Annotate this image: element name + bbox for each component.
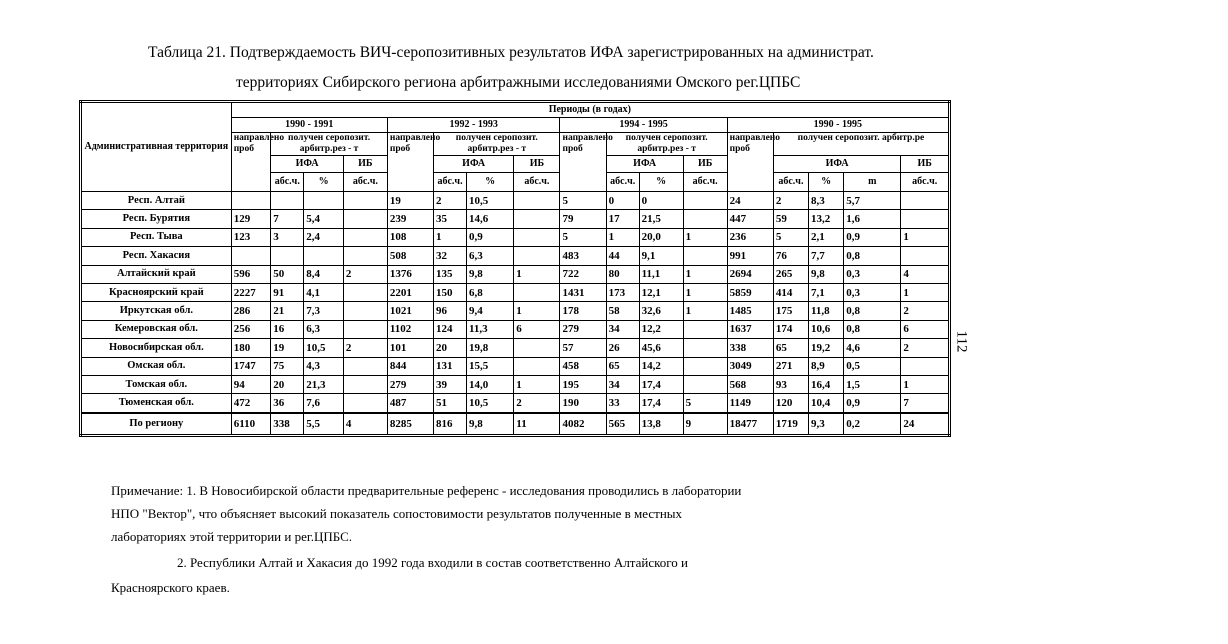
table-cell: 0,9 (467, 228, 514, 246)
table-cell: 75 (271, 357, 304, 375)
table-cell: 13,8 (639, 413, 683, 436)
table-row (81, 413, 950, 436)
table-cell: 6,8 (467, 283, 514, 301)
header-sent: направлено проб (387, 133, 433, 192)
table-cell: 94 (231, 375, 271, 393)
table-cell (343, 302, 387, 320)
header-pct: % (809, 173, 844, 192)
table-cell: 3049 (727, 357, 773, 375)
table-cell: 844 (387, 357, 433, 375)
table-cell: 24 (901, 413, 950, 436)
table-cell (514, 192, 560, 210)
table-cell: 596 (231, 265, 271, 283)
table-cell: 2 (343, 339, 387, 357)
table-cell: 26 (606, 339, 639, 357)
table-cell: 1 (683, 265, 727, 283)
table-cell: 1 (901, 375, 950, 393)
table-cell: 9,3 (809, 413, 844, 436)
table-row (81, 228, 950, 246)
table-cell: 3 (271, 228, 304, 246)
table-cell: 1021 (387, 302, 433, 320)
table-cell: 2 (773, 192, 808, 210)
table-cell: 9,8 (467, 265, 514, 283)
table-cell: 1 (434, 228, 467, 246)
table-cell: 0,3 (844, 283, 901, 301)
table-cell: 7,3 (304, 302, 344, 320)
row-territory: Респ. Алтай (81, 192, 232, 210)
table-cell: 722 (560, 265, 606, 283)
table-cell: 1 (901, 228, 950, 246)
header-ib: ИБ (683, 156, 727, 173)
table-cell: 9,1 (639, 247, 683, 265)
row-territory: Респ. Тыва (81, 228, 232, 246)
table-cell: 7 (271, 210, 304, 228)
row-territory: Томская обл. (81, 375, 232, 393)
table-cell (271, 192, 304, 210)
table-row (81, 192, 950, 210)
table-cell: 120 (773, 394, 808, 413)
table-cell: 1376 (387, 265, 433, 283)
table-cell: 9,8 (809, 265, 844, 283)
note-line-1: Примечание: 1. В Новосибирской области предварительные референс - исследования проводились в лаборатории (111, 483, 742, 498)
table-cell: 14,2 (639, 357, 683, 375)
table-cell: 129 (231, 210, 271, 228)
header-ifa: ИФА (606, 156, 683, 173)
table-cell: 10,4 (809, 394, 844, 413)
table-cell: 101 (387, 339, 433, 357)
table-cell: 1431 (560, 283, 606, 301)
table-cell: 568 (727, 375, 773, 393)
table-cell: 1 (606, 228, 639, 246)
header-abs: абс.ч. (606, 173, 639, 192)
table-cell: 11,1 (639, 265, 683, 283)
header-period-1: 1990 - 1991 (231, 118, 387, 133)
table-cell: 65 (773, 339, 808, 357)
header-m: m (844, 173, 901, 192)
table-cell: 5 (683, 394, 727, 413)
table-cell: 150 (434, 283, 467, 301)
table-cell: 9,4 (467, 302, 514, 320)
table-cell: 5 (773, 228, 808, 246)
table-cell: 0,2 (844, 413, 901, 436)
table-row (81, 302, 950, 320)
table-cell: 1 (514, 265, 560, 283)
table-cell: 6,3 (467, 247, 514, 265)
table-cell (343, 394, 387, 413)
page-number: 112 (953, 330, 970, 353)
table-row (81, 339, 950, 357)
table-cell: 20 (434, 339, 467, 357)
table-cell: 19,8 (467, 339, 514, 357)
header-sent: направлено проб (560, 133, 606, 192)
table-cell: 10,5 (467, 394, 514, 413)
table-cell: 39 (434, 375, 467, 393)
table-cell: 11,3 (467, 320, 514, 338)
table-cell: 4,1 (304, 283, 344, 301)
table-cell: 1 (683, 283, 727, 301)
table-cell: 76 (773, 247, 808, 265)
row-territory: Омская обл. (81, 357, 232, 375)
table-cell: 108 (387, 228, 433, 246)
header-period-4: 1990 - 1995 (727, 118, 949, 133)
table-cell: 7,7 (809, 247, 844, 265)
table-cell (683, 320, 727, 338)
row-territory: Респ. Бурятия (81, 210, 232, 228)
table-cell: 472 (231, 394, 271, 413)
table-cell: 5859 (727, 283, 773, 301)
table-cell: 4 (343, 413, 387, 436)
table-cell (231, 192, 271, 210)
table-cell: 8,4 (304, 265, 344, 283)
table-cell: 1747 (231, 357, 271, 375)
table-cell: 123 (231, 228, 271, 246)
table-cell: 2 (901, 339, 950, 357)
table-cell: 9,8 (467, 413, 514, 436)
header-received: получен серопозит. арбитр.рез - т (271, 133, 388, 156)
table-cell: 2 (901, 302, 950, 320)
table-cell: 483 (560, 247, 606, 265)
table-cell: 5 (560, 228, 606, 246)
table-cell: 44 (606, 247, 639, 265)
table-cell: 91 (271, 283, 304, 301)
header-abs: абс.ч. (901, 173, 950, 192)
table-cell: 2 (514, 394, 560, 413)
table-row (81, 394, 950, 413)
table-cell: 57 (560, 339, 606, 357)
table-cell: 0,9 (844, 228, 901, 246)
table-cell (514, 283, 560, 301)
table-cell: 414 (773, 283, 808, 301)
table-cell: 0,8 (844, 247, 901, 265)
table-cell: 5,7 (844, 192, 901, 210)
table-cell (343, 228, 387, 246)
table-cell: 19 (387, 192, 433, 210)
table-cell: 13,2 (809, 210, 844, 228)
table-cell: 17 (606, 210, 639, 228)
table-cell: 93 (773, 375, 808, 393)
table-cell: 15,5 (467, 357, 514, 375)
row-territory: По региону (81, 413, 232, 436)
header-pct: % (304, 173, 344, 192)
table-cell: 131 (434, 357, 467, 375)
header-periods: Периоды (в годах) (231, 102, 949, 118)
table-cell (514, 357, 560, 375)
table-cell: 6110 (231, 413, 271, 436)
table-cell: 1 (514, 375, 560, 393)
row-territory: Иркутская обл. (81, 302, 232, 320)
table-cell: 51 (434, 394, 467, 413)
table-cell: 174 (773, 320, 808, 338)
table-row (81, 283, 950, 301)
table-cell (343, 357, 387, 375)
table-cell: 1,6 (844, 210, 901, 228)
table-cell: 17,4 (639, 375, 683, 393)
header-sent: направлено проб (727, 133, 773, 192)
table-cell: 14,6 (467, 210, 514, 228)
table-cell: 286 (231, 302, 271, 320)
table-cell: 6,3 (304, 320, 344, 338)
table-cell: 239 (387, 210, 433, 228)
table-cell: 175 (773, 302, 808, 320)
table-cell: 4,3 (304, 357, 344, 375)
table-cell (901, 210, 950, 228)
header-abs: абс.ч. (683, 173, 727, 192)
table-cell: 20 (271, 375, 304, 393)
note-line-4: 2. Республики Алтай и Хакасия до 1992 года входили в состав соответственно Алтайского и (177, 555, 689, 570)
row-territory: Новосибирская обл. (81, 339, 232, 357)
header-sent: направлено проб (231, 133, 271, 192)
table-cell: 8,9 (809, 357, 844, 375)
table-cell: 5 (560, 192, 606, 210)
table-cell: 0,5 (844, 357, 901, 375)
table-cell: 1102 (387, 320, 433, 338)
table-row (81, 320, 950, 338)
header-ifa: ИФА (434, 156, 514, 173)
table-cell: 180 (231, 339, 271, 357)
table-cell: 8285 (387, 413, 433, 436)
table-cell: 8,3 (809, 192, 844, 210)
table-cell: 1 (514, 302, 560, 320)
table-cell: 447 (727, 210, 773, 228)
table-cell: 271 (773, 357, 808, 375)
table-cell: 1637 (727, 320, 773, 338)
header-received: получен серопозит. арбитр.рез - т (606, 133, 727, 156)
table-title-line-2: территориях Сибирского региона арбитражными исследованиями Омского рег.ЦПБС (236, 74, 801, 91)
table-cell: 1 (901, 283, 950, 301)
table-cell (231, 247, 271, 265)
table-cell (343, 247, 387, 265)
table-cell (683, 192, 727, 210)
table-cell: 16 (271, 320, 304, 338)
table-cell: 265 (773, 265, 808, 283)
table-cell: 33 (606, 394, 639, 413)
table-cell: 2 (343, 265, 387, 283)
header-pct: % (467, 173, 514, 192)
table-cell: 1149 (727, 394, 773, 413)
table-cell: 2694 (727, 265, 773, 283)
note-line-3: лабораториях этой территории и рег.ЦПБС. (111, 529, 353, 544)
table-cell (901, 357, 950, 375)
table-cell: 2201 (387, 283, 433, 301)
table-cell: 1,5 (844, 375, 901, 393)
header-ib: ИБ (343, 156, 387, 173)
header-abs: абс.ч. (514, 173, 560, 192)
table-cell: 65 (606, 357, 639, 375)
table-cell: 135 (434, 265, 467, 283)
table-cell: 11 (514, 413, 560, 436)
table-row (81, 375, 950, 393)
table-cell: 79 (560, 210, 606, 228)
table-cell: 10,5 (467, 192, 514, 210)
table-cell: 0,3 (844, 265, 901, 283)
table-cell: 236 (727, 228, 773, 246)
table-cell: 338 (727, 339, 773, 357)
table-cell: 96 (434, 302, 467, 320)
table-cell: 34 (606, 375, 639, 393)
table-cell: 5,4 (304, 210, 344, 228)
table-cell: 1 (683, 228, 727, 246)
header-period-3: 1994 - 1995 (560, 118, 727, 133)
table-cell: 16,4 (809, 375, 844, 393)
table-cell: 0,8 (844, 302, 901, 320)
table-cell: 7,1 (809, 283, 844, 301)
table-cell: 24 (727, 192, 773, 210)
table-cell: 34 (606, 320, 639, 338)
header-territory: Административная территория (81, 102, 232, 192)
table-cell (683, 247, 727, 265)
table-cell: 173 (606, 283, 639, 301)
header-ifa: ИФА (773, 156, 901, 173)
table-cell (683, 375, 727, 393)
table-cell: 338 (271, 413, 304, 436)
row-territory: Кемеровская обл. (81, 320, 232, 338)
header-ib: ИБ (901, 156, 950, 173)
table-cell: 7,6 (304, 394, 344, 413)
table-cell: 36 (271, 394, 304, 413)
table-cell: 80 (606, 265, 639, 283)
table-cell: 32 (434, 247, 467, 265)
row-territory: Тюменская обл. (81, 394, 232, 413)
table-cell (901, 247, 950, 265)
table-cell: 2 (434, 192, 467, 210)
table-cell: 279 (387, 375, 433, 393)
table-cell: 178 (560, 302, 606, 320)
table-cell: 4,6 (844, 339, 901, 357)
table-cell: 124 (434, 320, 467, 338)
header-ifa: ИФА (271, 156, 344, 173)
table-cell: 487 (387, 394, 433, 413)
table-cell: 35 (434, 210, 467, 228)
table-title-line-1: Таблица 21. Подтверждаемость ВИЧ-серопозитивных результатов ИФА зарегистрированных на администрат. (148, 44, 874, 61)
table-cell (304, 247, 344, 265)
table-cell: 12,2 (639, 320, 683, 338)
table-cell: 0 (639, 192, 683, 210)
table-cell: 4082 (560, 413, 606, 436)
note-line-5: Красноярского краев. (111, 580, 230, 595)
table-cell (343, 210, 387, 228)
table-cell: 0,8 (844, 320, 901, 338)
table-cell (514, 339, 560, 357)
table-cell: 58 (606, 302, 639, 320)
note-line-2: НПО "Вектор", что объясняет высокий показатель сопостовимости результатов полученные в местных (111, 506, 683, 521)
header-pct: % (639, 173, 683, 192)
table-cell: 14,0 (467, 375, 514, 393)
table-cell: 45,6 (639, 339, 683, 357)
table-cell (343, 192, 387, 210)
table-cell (901, 192, 950, 210)
table-cell: 816 (434, 413, 467, 436)
table-cell: 1485 (727, 302, 773, 320)
table-cell: 508 (387, 247, 433, 265)
table-cell: 279 (560, 320, 606, 338)
table-cell: 6 (514, 320, 560, 338)
table-cell (343, 320, 387, 338)
table-cell: 12,1 (639, 283, 683, 301)
table-cell: 1719 (773, 413, 808, 436)
table-cell: 256 (231, 320, 271, 338)
header-abs: абс.ч. (434, 173, 467, 192)
header-received: получен серопозит. арбитр.рез - т (434, 133, 560, 156)
table-cell (683, 357, 727, 375)
table-cell: 991 (727, 247, 773, 265)
table-cell (683, 339, 727, 357)
data-table (79, 100, 951, 437)
table-cell: 5,5 (304, 413, 344, 436)
table-row (81, 247, 950, 265)
table-cell: 50 (271, 265, 304, 283)
table-cell: 21 (271, 302, 304, 320)
table-row (81, 210, 950, 228)
table-cell: 1 (683, 302, 727, 320)
table-cell: 10,6 (809, 320, 844, 338)
table-cell (343, 283, 387, 301)
header-abs: абс.ч. (773, 173, 808, 192)
table-cell (343, 375, 387, 393)
table-cell: 0,9 (844, 394, 901, 413)
table-cell: 458 (560, 357, 606, 375)
table-cell: 2,1 (809, 228, 844, 246)
table-cell: 21,5 (639, 210, 683, 228)
table-cell: 2,4 (304, 228, 344, 246)
table-cell (514, 228, 560, 246)
table-cell: 0 (606, 192, 639, 210)
header-abs: абс.ч. (343, 173, 387, 192)
table-row (81, 265, 950, 283)
table-cell (514, 210, 560, 228)
table-cell (683, 210, 727, 228)
table-cell (304, 192, 344, 210)
header-received: получен серопозит. арбитр.ре (773, 133, 949, 156)
table-cell: 4 (901, 265, 950, 283)
table-cell: 21,3 (304, 375, 344, 393)
table-cell: 19 (271, 339, 304, 357)
row-territory: Алтайский край (81, 265, 232, 283)
table-cell: 17,4 (639, 394, 683, 413)
table-cell: 195 (560, 375, 606, 393)
table-cell: 2227 (231, 283, 271, 301)
header-ib: ИБ (514, 156, 560, 173)
row-territory: Красноярский край (81, 283, 232, 301)
table-cell: 11,8 (809, 302, 844, 320)
table-cell: 6 (901, 320, 950, 338)
table-cell: 9 (683, 413, 727, 436)
table-cell: 190 (560, 394, 606, 413)
table-cell: 18477 (727, 413, 773, 436)
table-cell (271, 247, 304, 265)
header-period-2: 1992 - 1993 (387, 118, 560, 133)
table-cell: 32,6 (639, 302, 683, 320)
table-cell (514, 247, 560, 265)
table-cell: 10,5 (304, 339, 344, 357)
row-territory: Респ. Хакасия (81, 247, 232, 265)
table-cell: 59 (773, 210, 808, 228)
table-row (81, 357, 950, 375)
table-cell: 565 (606, 413, 639, 436)
table-cell: 19,2 (809, 339, 844, 357)
table-cell: 7 (901, 394, 950, 413)
header-abs: абс.ч. (271, 173, 304, 192)
table-cell: 20,0 (639, 228, 683, 246)
table-body (81, 192, 950, 436)
